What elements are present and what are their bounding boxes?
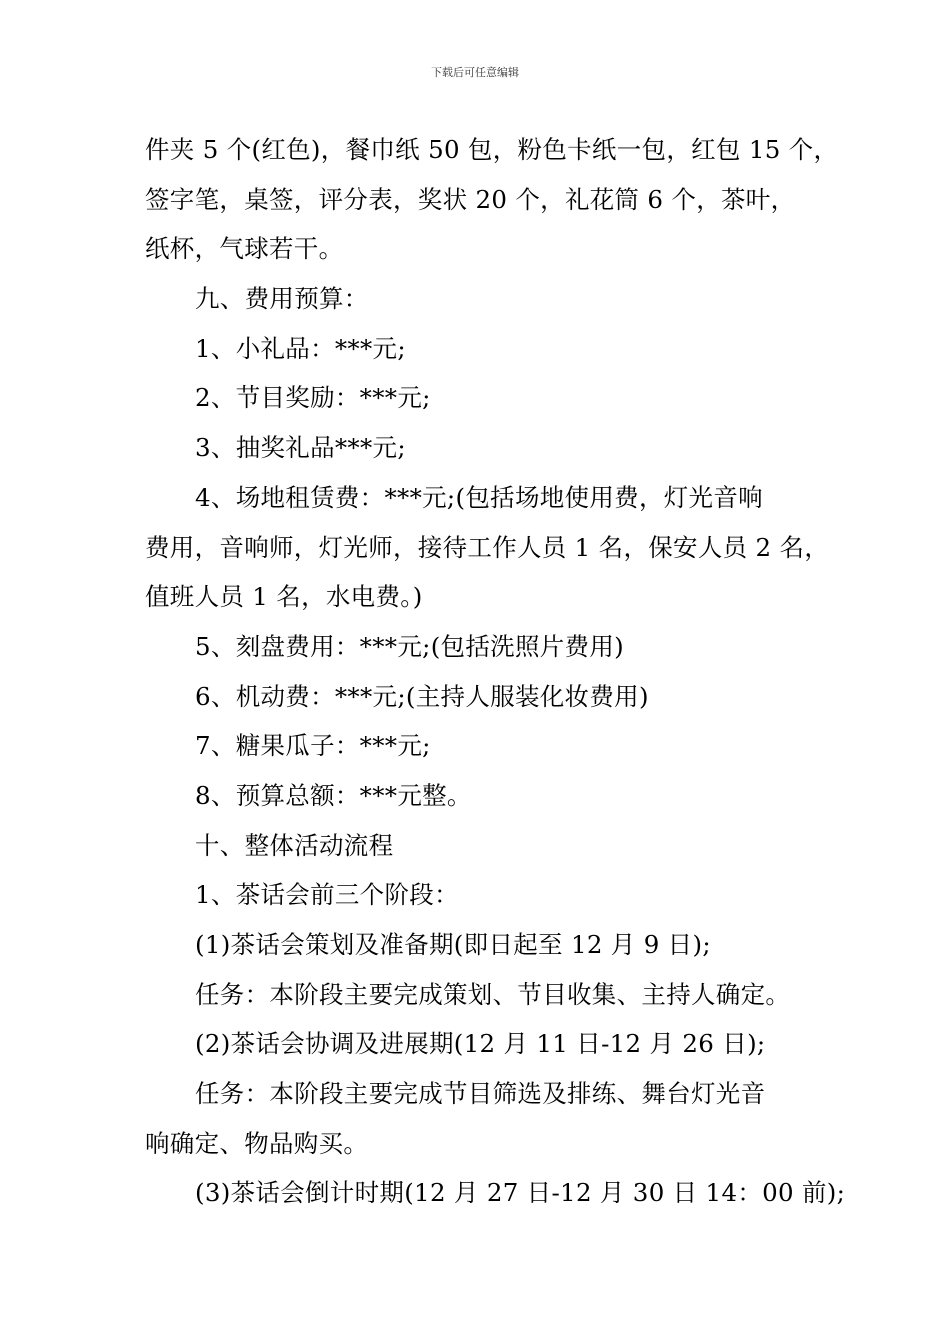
section-heading: 九、费用预算： (195, 284, 369, 313)
text-line: (1)茶话会策划及准备期(即日起至 12 月 9 日); (195, 930, 711, 959)
text-line: 费用，音响师，灯光师，接待工作人员 1 名，保安人员 2 名， (145, 533, 830, 562)
text-line: 1、茶话会前三个阶段： (195, 880, 459, 909)
text-line: 3、抽奖礼品***元; (195, 433, 406, 462)
text-line: 1、小礼品：***元; (195, 334, 406, 363)
text-line: 任务：本阶段主要完成节目筛选及排练、舞台灯光音 (195, 1079, 766, 1108)
section-heading: 十、整体活动流程 (195, 831, 394, 860)
text-line: 7、糖果瓜子：***元; (195, 731, 431, 760)
text-line: 任务：本阶段主要完成策划、节目收集、主持人确定。 (195, 980, 791, 1009)
text-line: 4、场地租赁费：***元;(包括场地使用费，灯光音响 (195, 483, 763, 512)
text-line: 5、刻盘费用：***元;(包括洗照片费用) (195, 632, 625, 661)
text-line: 签字笔，桌签，评分表，奖状 20 个，礼花筒 6 个，茶叶， (145, 185, 796, 214)
text-line: 值班人员 1 名，水电费。) (145, 582, 423, 611)
text-line: 6、机动费：***元;(主持人服装化妆费用) (195, 682, 649, 711)
text-line: (3)茶话会倒计时期(12 月 27 日-12 月 30 日 14：00 前); (195, 1178, 846, 1207)
text-line: 8、预算总额：***元整。 (195, 781, 472, 810)
text-line: 2、节目奖励：***元; (195, 383, 431, 412)
text-line: 纸杯，气球若干。 (145, 234, 344, 263)
text-line: 响确定、物品购买。 (145, 1129, 369, 1158)
text-line: 件夹 5 个(红色)，餐巾纸 50 包，粉色卡纸一包，红包 15 个， (145, 135, 839, 164)
text-line: (2)茶话会协调及进展期(12 月 11 日-12 月 26 日); (195, 1029, 766, 1058)
header-note: 下载后可任意编辑 (431, 66, 519, 79)
